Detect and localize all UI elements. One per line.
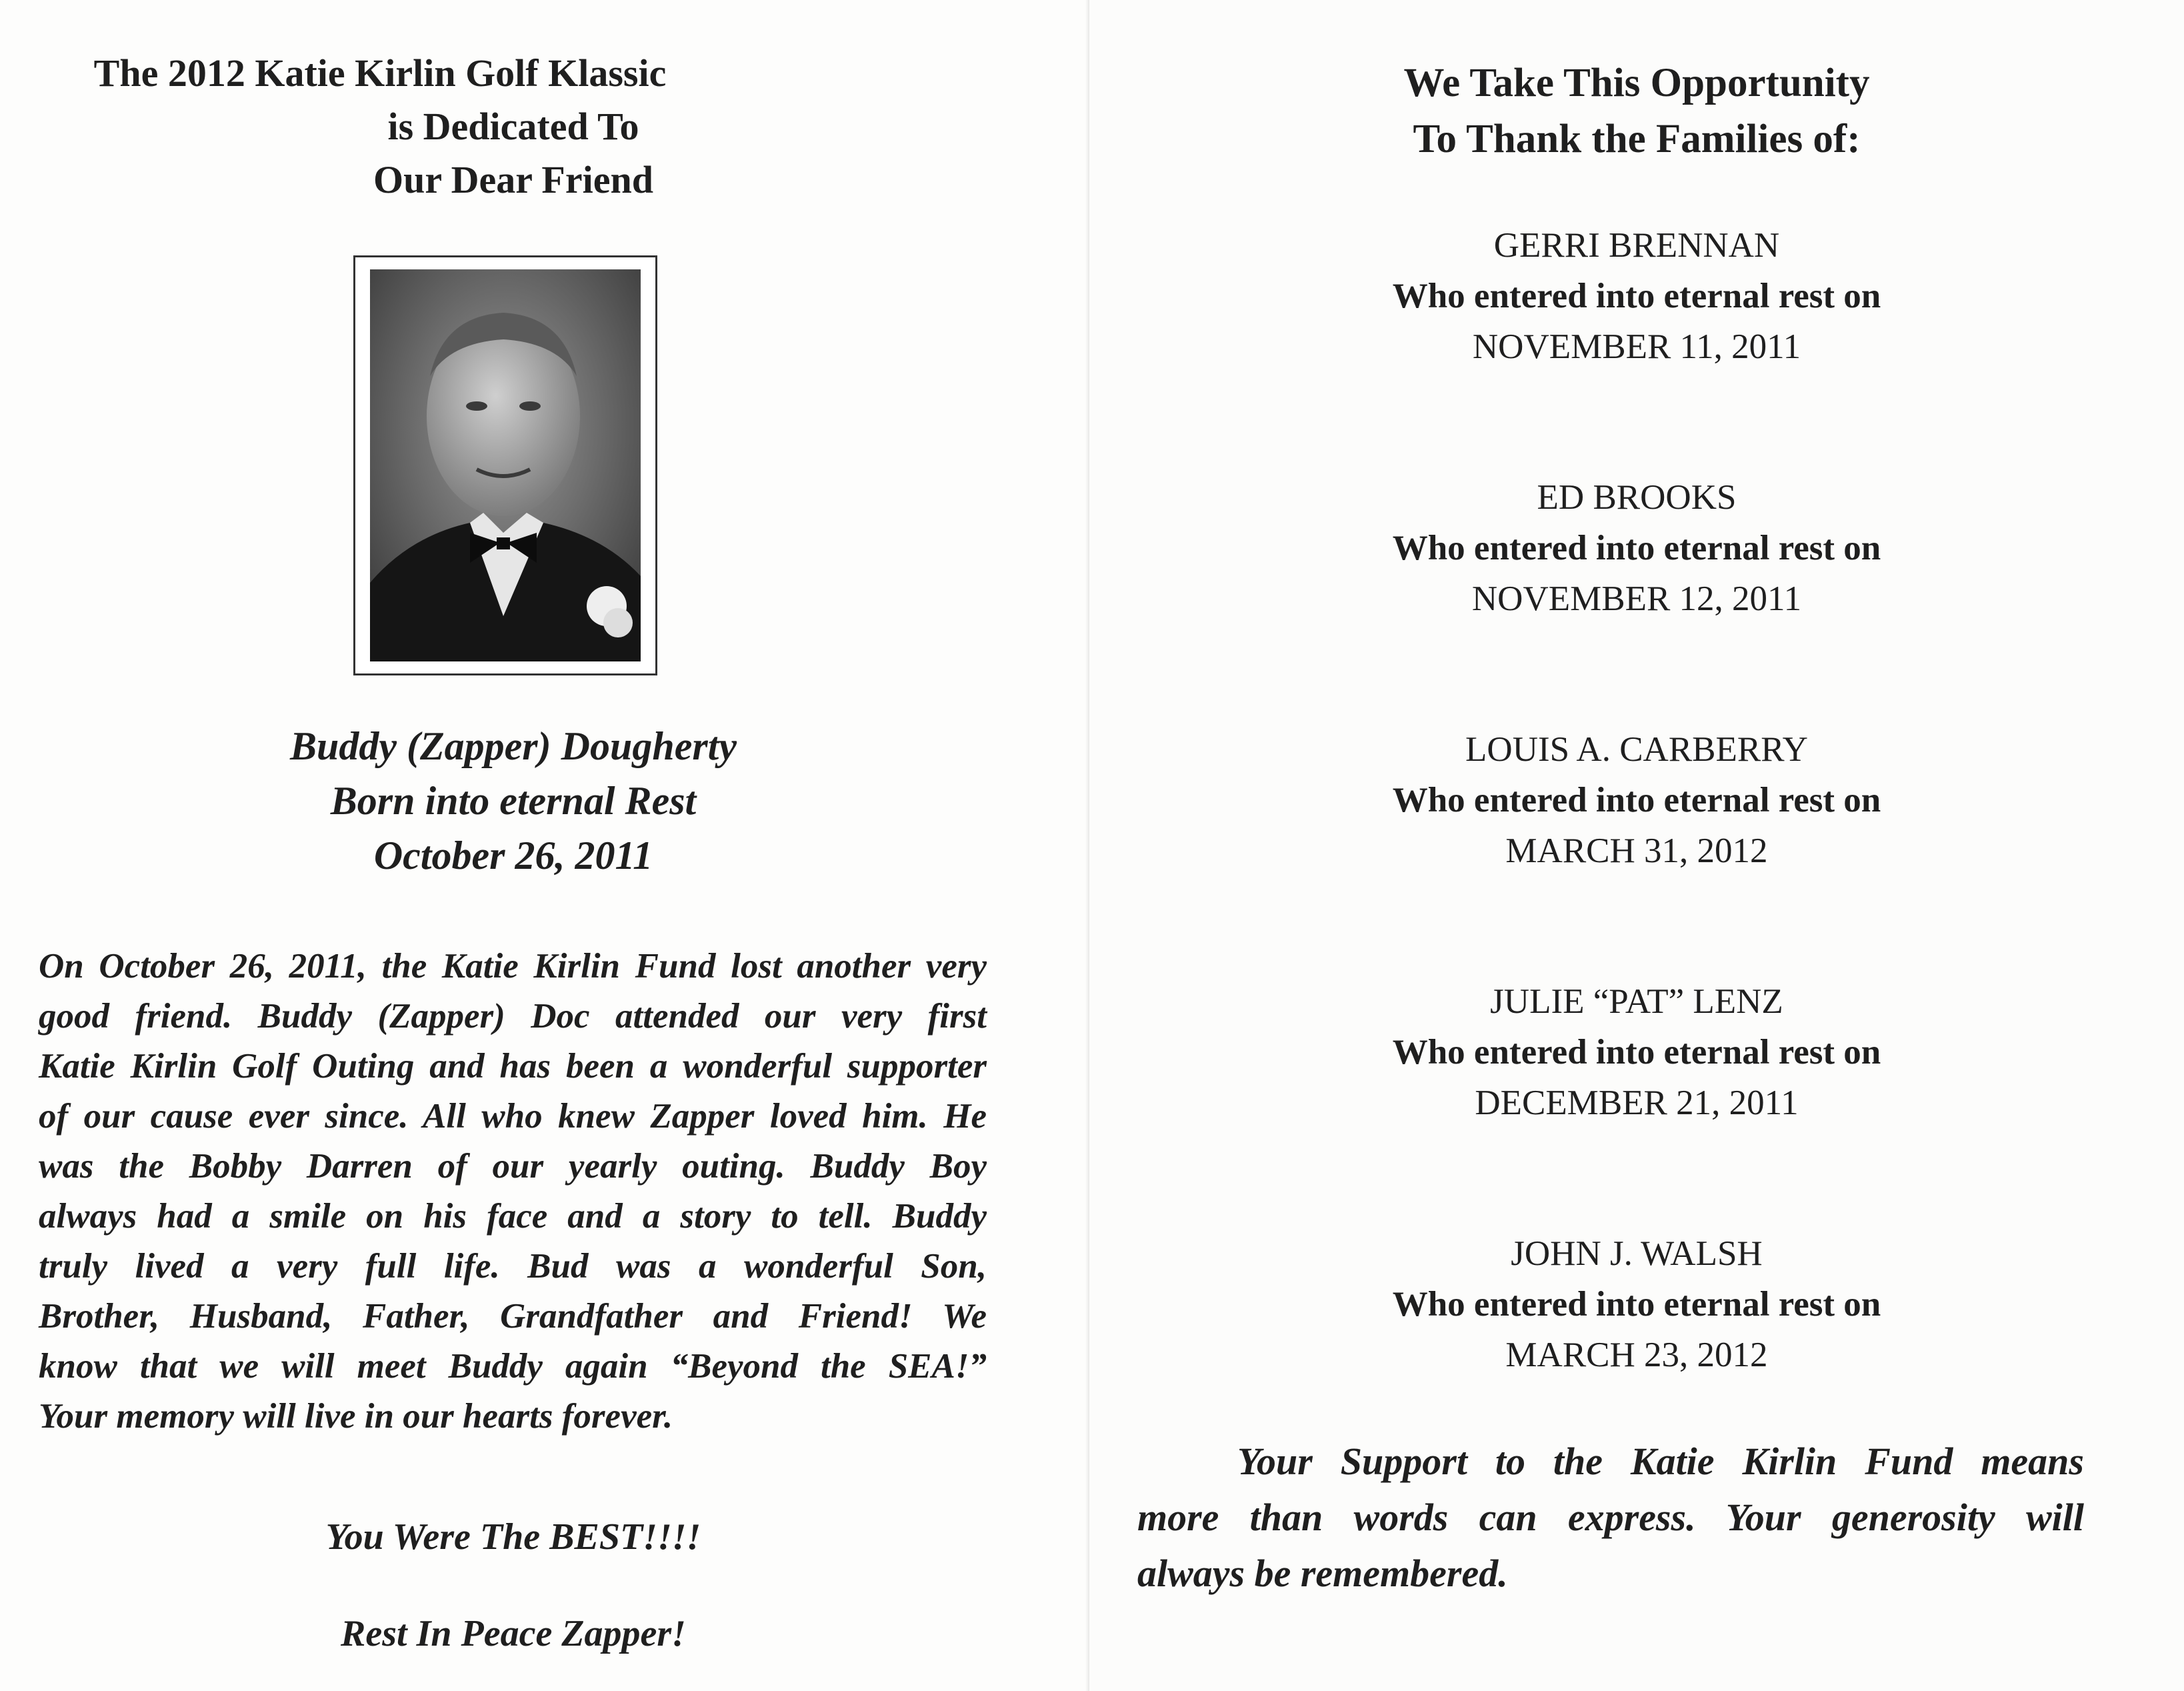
right-page	[1089, 0, 2184, 1691]
family-entry	[1089, 1228, 2184, 1380]
thanks-heading-line-2: To Thank the Families of:	[1413, 117, 1861, 161]
family-rest-line: Who entered into eternal rest on	[1392, 529, 1881, 567]
family-date: NOVEMBER 11, 2011	[1472, 327, 1801, 366]
tribute-line: know that we will meet Buddy again “Beyond the SEA!”	[39, 1347, 987, 1386]
family-rest-line: Who entered into eternal rest on	[1392, 781, 1881, 819]
tribute-line: On October 26, 2011, the Katie Kirlin Fund lost another very	[39, 947, 987, 986]
tribute-line: Katie Kirlin Golf Outing and has been a wonderful supporter	[39, 1047, 987, 1086]
tribute-paragraph	[39, 942, 987, 1442]
family-name: JOHN J. WALSH	[1511, 1234, 1763, 1273]
honoree-name: Buddy (Zapper) Dougherty	[290, 724, 737, 768]
tribute-line: always had a smile on his face and a story to tell. Buddy	[39, 1197, 987, 1236]
family-entry	[1089, 472, 2184, 624]
family-rest-line: Who entered into eternal rest on	[1392, 1033, 1881, 1072]
family-date: MARCH 31, 2012	[1505, 831, 1768, 870]
support-paragraph	[1137, 1434, 2084, 1602]
family-date: MARCH 23, 2012	[1505, 1336, 1768, 1374]
family-name: LOUIS A. CARBERRY	[1465, 730, 1808, 769]
honoree-born-line: Born into eternal Rest	[330, 779, 697, 823]
family-entry	[1089, 724, 2184, 876]
family-rest-line: Who entered into eternal rest on	[1392, 277, 1881, 315]
family-rest-line: Who entered into eternal rest on	[1392, 1285, 1881, 1324]
family-date: DECEMBER 21, 2011	[1475, 1084, 1799, 1122]
dedication-line-1: The 2012 Katie Kirlin Golf Klassic	[93, 51, 667, 95]
left-page	[0, 0, 1089, 1691]
family-entry	[1089, 976, 2184, 1128]
tribute-line: good friend. Buddy (Zapper) Doc attended our very first	[39, 997, 987, 1036]
dedication-line-3: Our Dear Friend	[373, 158, 653, 201]
support-line: Your Support to the Katie Kirlin Fund means	[1237, 1440, 2084, 1483]
tribute-line: truly lived a very full life. Bud was a wonderful Son,	[39, 1247, 987, 1286]
tribute-line: of our cause ever since. All who knew Zapper loved him. He	[39, 1097, 987, 1136]
family-name: JULIE “PAT” LENZ	[1490, 982, 1783, 1021]
portrait-illustration	[370, 269, 641, 661]
family-entry	[1089, 220, 2184, 372]
family-name: ED BROOKS	[1537, 478, 1737, 517]
honoree-photo-frame	[353, 255, 657, 675]
honoree-portrait-photo	[370, 269, 641, 661]
closing-best: You Were The BEST!!!!	[325, 1516, 701, 1558]
support-line: always be remembered.	[1137, 1552, 1508, 1595]
thanks-heading-line-1: We Take This Opportunity	[1403, 61, 1870, 105]
family-name: GERRI BRENNAN	[1493, 226, 1780, 265]
tribute-line: Your memory will live in our hearts forever.	[39, 1397, 673, 1436]
closing-rest-in-peace: Rest In Peace Zapper!	[341, 1613, 686, 1654]
tribute-line: was the Bobby Darren of our yearly outing. Buddy Boy	[39, 1147, 987, 1186]
support-line: more than words can express. Your generosity will	[1137, 1496, 2084, 1539]
family-date: NOVEMBER 12, 2011	[1471, 579, 1802, 618]
tribute-line: Brother, Husband, Father, Grandfather and Friend! We	[39, 1297, 987, 1336]
honoree-date: October 26, 2011	[373, 833, 653, 878]
dedication-line-2: is Dedicated To	[387, 105, 639, 148]
